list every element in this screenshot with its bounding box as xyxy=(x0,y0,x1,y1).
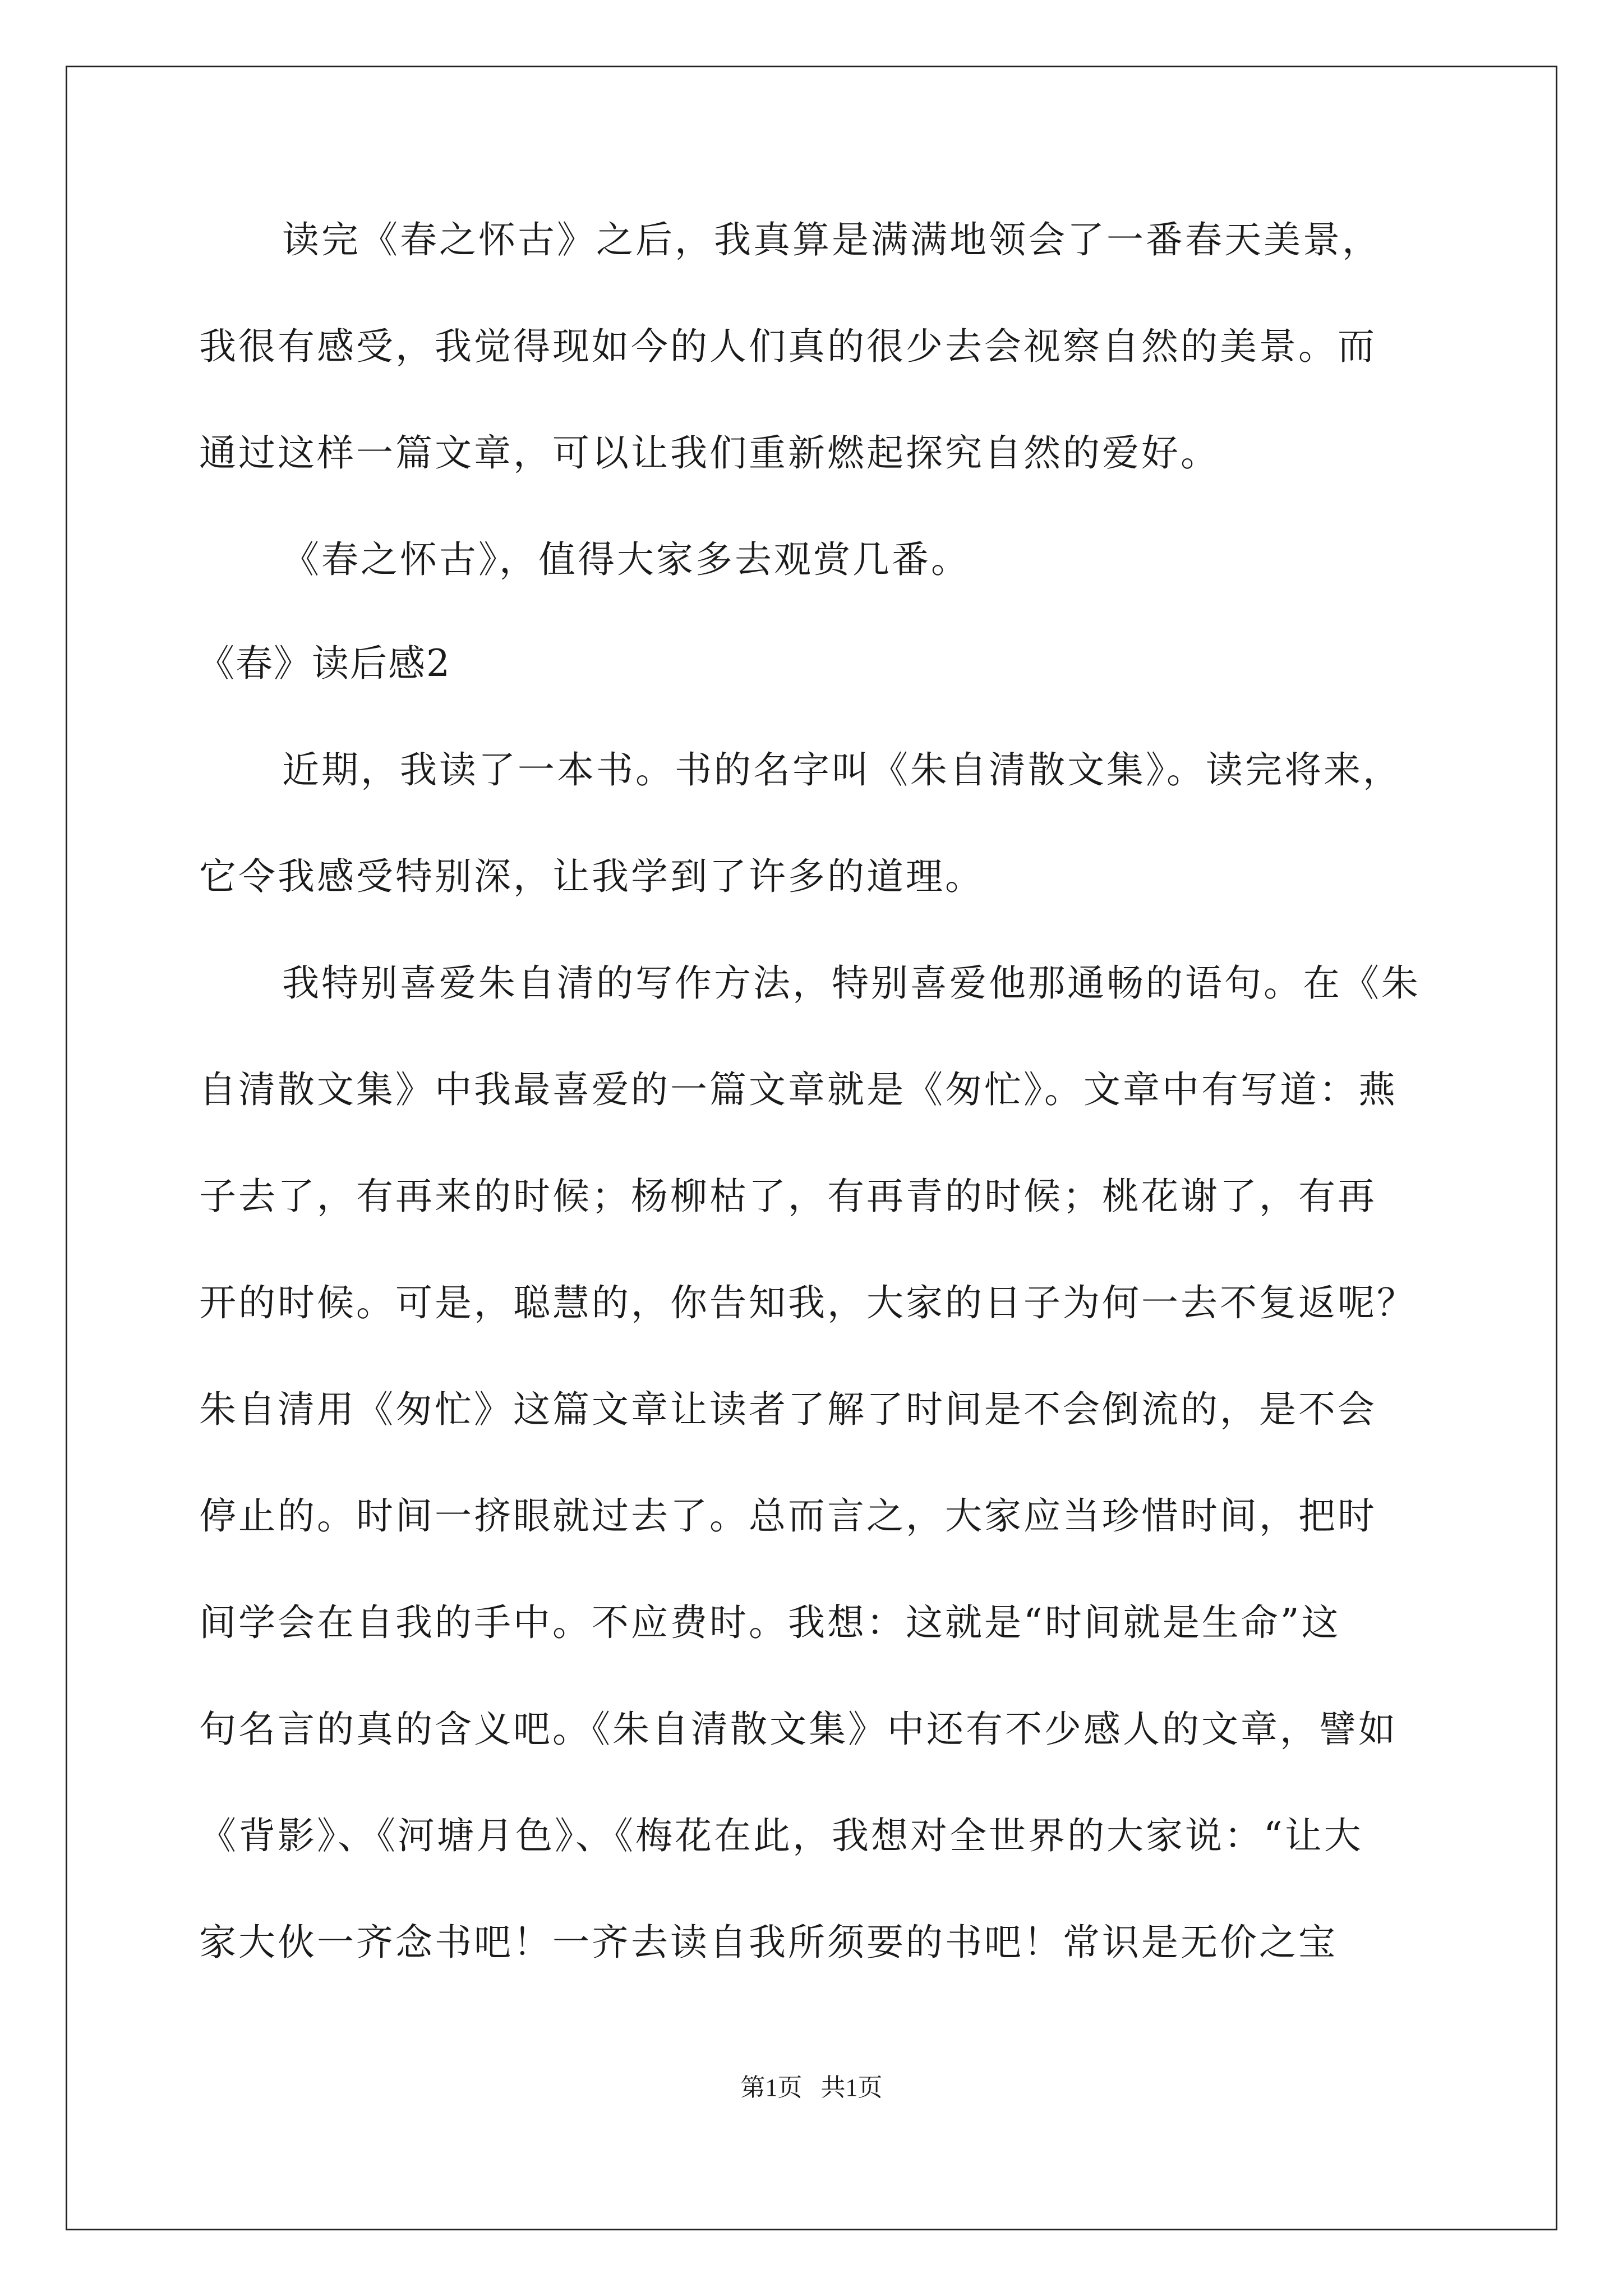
page-number-footer: 第1页 共1页 xyxy=(740,2074,883,2101)
paragraph-line: 我特别喜爱朱自清的写作方法，特别喜爱他那通畅的语句。在《朱 xyxy=(282,961,1421,1005)
paragraph-line: 开的时候。可是，聪慧的，你告知我，大家的日子为何一去不复返呢？ xyxy=(199,1281,1416,1324)
paragraph-line: 《春之怀古》，值得大家多去观赏几番。 xyxy=(282,538,970,581)
paragraph-line: 家大伙一齐念书吧！一齐去读自我所须要的书吧！常识是无价之宝 xyxy=(199,1921,1338,1964)
section-heading: 《春》读后感2 xyxy=(197,642,451,685)
paragraph-line: 子去了，有再来的时候；杨柳枯了，有再青的时候；桃花谢了，有再 xyxy=(199,1175,1377,1218)
paragraph-line: 停止的。时间一挤眼就过去了。总而言之，大家应当珍惜时间，把时 xyxy=(199,1494,1377,1538)
paragraph-line: 近期，我读了一本书。书的名字叫《朱自清散文集》。读完将来， xyxy=(282,748,1402,792)
paragraph-line: 读完《春之怀古》之后，我真算是满满地领会了一番春天美景， xyxy=(282,218,1381,261)
paragraph-line: 自清散文集》中我最喜爱的一篇文章就是《匆忙》。文章中有写道：燕 xyxy=(199,1068,1398,1111)
paragraph-line: 间学会在自我的手中。不应费时。我想：这就是“时间就是生命”这 xyxy=(199,1601,1341,1644)
paragraph-line: 朱自清用《匆忙》这篇文章让读者了解了时间是不会倒流的，是不会 xyxy=(199,1388,1377,1431)
page-border xyxy=(66,66,1557,2230)
paragraph-line: 我很有感受，我觉得现如今的人们真的很少去会视察自然的美景。而 xyxy=(199,325,1377,368)
paragraph-line: 它令我感受特别深，让我学到了许多的道理。 xyxy=(199,855,984,898)
paragraph-line: 句名言的真的含义吧。《朱自清散文集》中还有不少感人的文章，譬如 xyxy=(199,1708,1398,1751)
paragraph-line: 通过这样一篇文章，可以让我们重新燃起探究自然的爱好。 xyxy=(199,431,1220,475)
paragraph-line: 《背影》、《河塘月色》、《梅花在此，我想对全世界的大家说：“让大 xyxy=(199,1814,1363,1857)
